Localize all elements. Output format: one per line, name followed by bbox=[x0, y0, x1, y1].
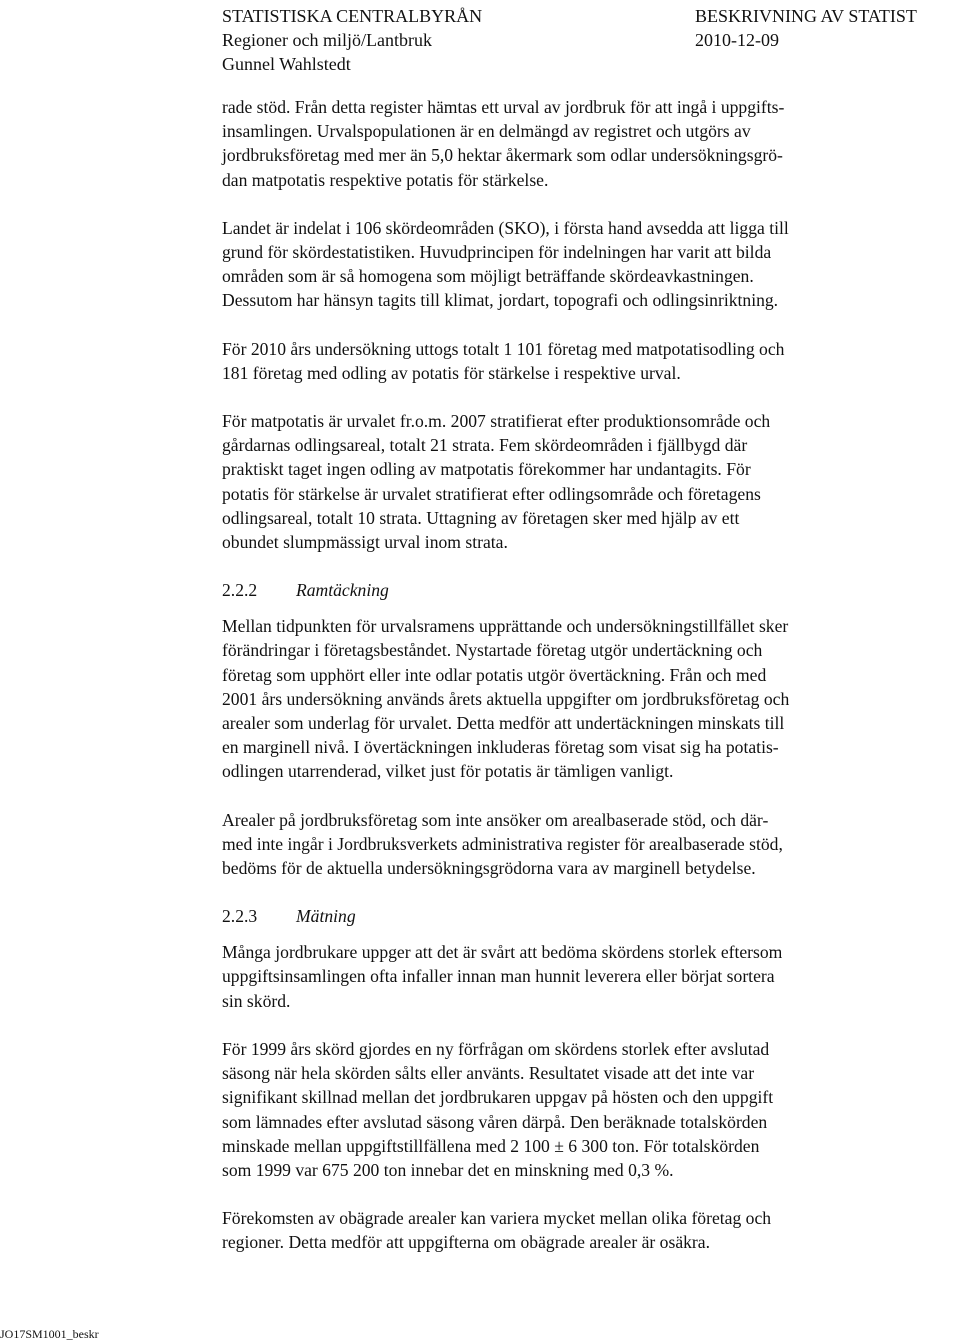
text-line: som 1999 var 675 200 ton innebar det en minskning med 0,3 %. bbox=[222, 1159, 674, 1180]
paragraph bbox=[222, 1206, 912, 1254]
matning-paragraphs bbox=[222, 940, 912, 1254]
paragraph bbox=[222, 1037, 912, 1182]
text-line: säsong när hela skörden sålts eller använts. Resultatet visade att det inte var bbox=[222, 1063, 755, 1084]
text-line: områden som är så homogena som möjligt beträffande skördeavkastningen. bbox=[222, 266, 754, 287]
text-line: grund för skördestatistiken. Huvudprincipen för indelningen har varit att bilda bbox=[222, 242, 772, 263]
text-line: företag som upphört eller inte odlar potatis utgör övertäckning. Från och med bbox=[222, 664, 767, 685]
text-line: För matpotatis är urvalet fr.o.m. 2007 stratifierat efter produktionsområde och bbox=[222, 411, 771, 432]
text-line: Dessutom har hänsyn tagits till klimat, jordart, topografi och odlingsinriktning. bbox=[222, 290, 779, 311]
section-heading-ramtackning bbox=[222, 578, 912, 602]
text-line: bedöms för de aktuella undersökningsgrödorna vara av marginell betydelse. bbox=[222, 858, 756, 879]
document-body bbox=[222, 95, 912, 1279]
text-line: Förekomsten av obägrade arealer kan variera mycket mellan olika företag och bbox=[222, 1208, 772, 1229]
text-line: med inte ingår i Jordbruksverkets administrativa register för arealbaserade stöd, bbox=[222, 833, 783, 854]
text-line: praktiskt taget ingen odling av matpotatis förekommer har undantagits. För bbox=[222, 459, 751, 480]
header-row-3 bbox=[222, 52, 946, 76]
paragraph bbox=[222, 940, 912, 1013]
text-line: Arealer på jordbruksföretag som inte ansöker om arealbaserade stöd, och där- bbox=[222, 809, 769, 830]
text-line: gårdarnas odlingsareal, totalt 21 strata. Fem skördeområden i fjällbygd där bbox=[222, 435, 748, 456]
header-department: Regioner och miljö/Lantbruk bbox=[222, 30, 432, 50]
text-line: arealer som underlag för urvalet. Detta medför att undertäckningen minskats till bbox=[222, 713, 785, 734]
ramtackning-paragraphs bbox=[222, 614, 912, 880]
text-line: 181 företag med odling av potatis för stärkelse i respektive urval. bbox=[222, 362, 681, 383]
text-line: en marginell nivå. I övertäckningen inkluderas företag som visat sig ha potatis- bbox=[222, 737, 779, 758]
text-line: rade stöd. Från detta register hämtas ett urval av jordbruk för att ingå i uppgifts- bbox=[222, 97, 785, 117]
header-row-1 bbox=[222, 4, 946, 28]
text-line: insamlingen. Urvalspopulationen är en delmängd av registret och utgörs av bbox=[222, 121, 751, 142]
paragraph bbox=[222, 95, 912, 192]
section-title: Ramtäckning bbox=[296, 580, 389, 601]
text-line: Landet är indelat i 106 skördeområden (SKO), i första hand avsedda att ligga till bbox=[222, 217, 789, 238]
page-header bbox=[222, 4, 946, 76]
text-line: dan matpotatis respektive potatis för stärkelse. bbox=[222, 169, 549, 190]
section-number: 2.2.2 bbox=[222, 580, 258, 601]
paragraph bbox=[222, 337, 912, 385]
header-author: Gunnel Wahlstedt bbox=[222, 54, 351, 74]
text-line: regioner. Detta medför att uppgifterna om obägrade arealer är osäkra. bbox=[222, 1232, 710, 1253]
header-date: 2010-12-09 bbox=[695, 30, 779, 50]
text-line: odlingsareal, totalt 10 strata. Uttagning av företagen sker med hjälp av ett bbox=[222, 507, 740, 528]
text-line: Många jordbrukare uppger att det är svårt att bedöma skördens storlek eftersom bbox=[222, 942, 783, 963]
text-line: jordbruksföretag med mer än 5,0 hektar åkermark som odlar undersökningsgrö- bbox=[222, 145, 783, 166]
section-title: Mätning bbox=[296, 906, 356, 927]
text-line: sin skörd. bbox=[222, 990, 291, 1011]
text-line: signifikant skillnad mellan det jordbrukaren uppgav på hösten och den uppgift bbox=[222, 1087, 774, 1108]
header-org: STATISTISKA CENTRALBYRÅN bbox=[222, 6, 483, 26]
text-line: uppgiftsinsamlingen ofta infaller innan man hunnit leverera eller börjat sortera bbox=[222, 966, 775, 987]
paragraph bbox=[222, 216, 912, 313]
text-line: förändringar i företagsbeståndet. Nystartade företag utgör undertäckning och bbox=[222, 640, 763, 661]
header-doc-type: BESKRIVNING AV STATIST bbox=[695, 6, 917, 26]
text-line: För 2010 års undersökning uttogs totalt 1 101 företag med matpotatisodling och bbox=[222, 338, 785, 359]
text-line: För 1999 års skörd gjordes en ny förfrågan om skördens storlek efter avslutad bbox=[222, 1038, 770, 1059]
footer-doc-code: JO17SM1001_beskr bbox=[0, 1327, 99, 1341]
paragraph bbox=[222, 808, 912, 881]
paragraph bbox=[222, 614, 912, 783]
text-line: potatis för stärkelse är urvalet stratifierat efter odlingsområde och företagens bbox=[222, 483, 761, 504]
header-row-2 bbox=[222, 28, 946, 52]
text-line: minskade mellan uppgiftstillfällena med 2 100 ± 6 300 ton. För totalskörden bbox=[222, 1135, 760, 1156]
text-line: obundet slumpmässigt urval inom strata. bbox=[222, 532, 508, 553]
text-line: Mellan tidpunkten för urvalsramens upprättande och undersökningstillfället sker bbox=[222, 616, 789, 637]
text-line: som lämnades efter avslutad säsong våren därpå. Den beräknade totalskörden bbox=[222, 1111, 768, 1132]
text-line: odlingen utarrenderad, vilket just för potatis är tämligen vanligt. bbox=[222, 761, 674, 782]
paragraph bbox=[222, 409, 912, 554]
intro-paragraphs bbox=[222, 95, 912, 554]
section-heading-matning bbox=[222, 904, 912, 928]
section-number: 2.2.3 bbox=[222, 906, 258, 927]
text-line: 2001 års undersökning används årets aktuella uppgifter om jordbruksföretag och bbox=[222, 688, 790, 709]
